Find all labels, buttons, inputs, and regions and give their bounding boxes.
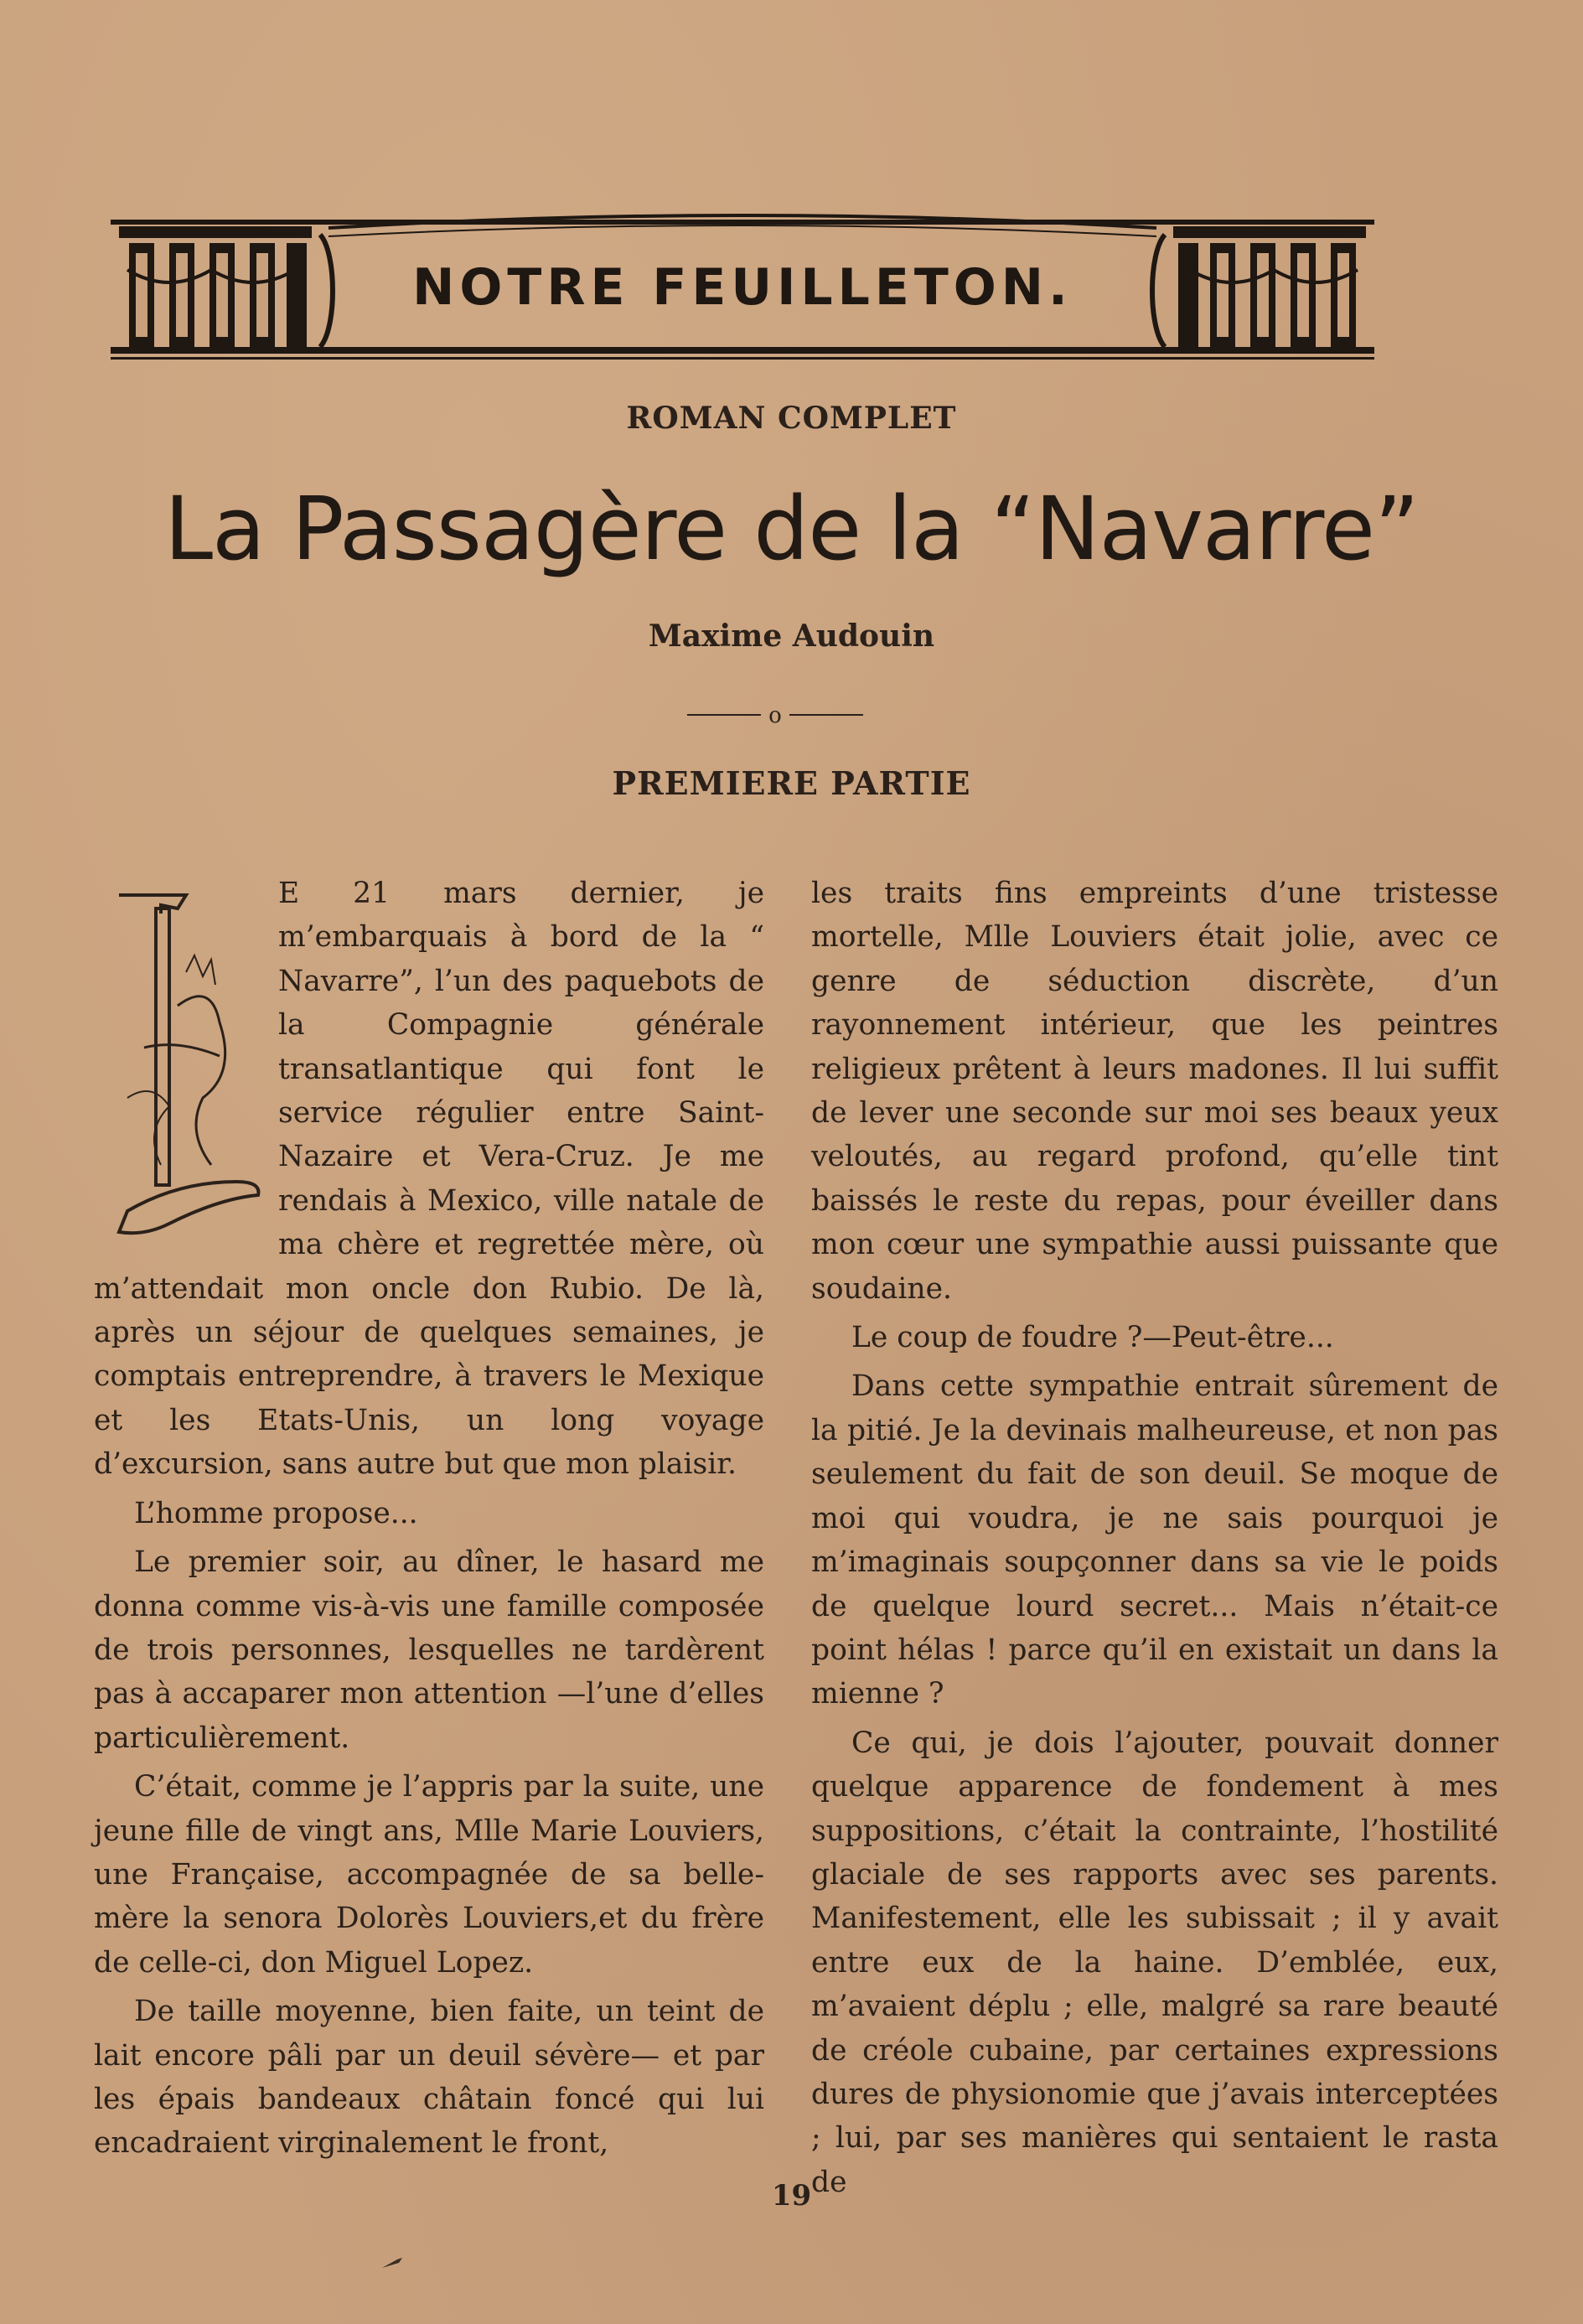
left-column <box>94 872 764 2166</box>
separator-mark: o <box>768 703 782 727</box>
separator-ornament <box>687 702 863 727</box>
article-author: Maxime Audouin <box>648 619 935 654</box>
paragraph: C’était, comme je l’appris par la suite, une jeune fille de vingt ans, Mlle Marie Louviers, une Française, accompagnée de sa belle-mère la senora Dolorès Louviers,et du frère de celle-ci, don Miguel Lopez. <box>94 1770 764 1980</box>
dropcap-illustration <box>94 880 266 1249</box>
article-kicker: ROMAN COMPLET <box>626 401 957 436</box>
paragraph: Dans cette sympathie entrait sûrement de la pitié. Je la devinais malheureuse, et non pas seulement du fait de son deuil. Se moque de moi qui voudra, je ne sais pourquoi je m’imaginais soupçonner dans sa vie le poids de quelque lourd secret... Mais n’était-ce point hélas ! parce qu’il en existait un dans la mienne ? <box>811 1369 1498 1711</box>
part-heading: PREMIERE PARTIE <box>612 764 971 802</box>
article-title: La Passagère de la “Navarre” <box>164 478 1419 580</box>
paragraph: L’homme propose... <box>134 1496 418 1530</box>
paragraph: les traits fins empreints d’une tristesse mortelle, Mlle Louviers était jolie, avec ce genre de séduction discrète, d’un rayonnement intérieur, que les peintres religieux prêtent à leurs madones. Il lui suffit de lever une seconde sur moi ses beaux yeux veloutés, au regard profond, qu’elle tint baissés le reste du repas, pour éveiller dans mon cœur une sympathie aussi puissante que soudaine. <box>811 877 1498 1306</box>
feuilleton-banner <box>111 203 1374 370</box>
ink-speck-icon <box>380 2256 404 2270</box>
right-column <box>811 872 1498 2204</box>
page-number: 19 <box>771 2179 812 2213</box>
paragraph: Le coup de foudre ?—Peut-être... <box>851 1321 1334 1355</box>
paragraph: De taille moyenne, bien faite, un teint de lait encore pâli par un deuil sévère— et par les épais bandeaux châtain foncé qui lui encadraient virginalement le front, <box>94 1995 764 2161</box>
paragraph: E 21 mars dernier, je m’embarquais à bord de la “ Navarre”, l’un des paquebots de la Compagnie générale transatlantique qui font le service régulier entre Saint-Nazaire et Vera-Cruz. Je me rendais à Mexico, ville natale de ma chère et regrettée mère, où m’attendait mon oncle don Rubio. De là, après un séjour de quelques semaines, je comptais entreprendre, à travers le Mexique et les Etats-Unis, un long voyage d’excursion, sans autre but que mon plaisir. <box>94 877 764 1482</box>
paragraph: Le premier soir, au dîner, le hasard me donna comme vis-à-vis une famille composée de trois personnes, lesquelles ne tardèrent pas à accaparer mon attention —l’une d’elles particulièrement. <box>94 1545 764 1755</box>
banner-title: NOTRE FEUILLETON. <box>412 258 1073 317</box>
paragraph: Ce qui, je dois l’ajouter, pouvait donner quelque apparence de fondement à mes suppositions, c’était la contrainte, l’hostilité glaciale de ses rapports avec ses parents. Manifestement, elle les subissait ; il y avait entre eux de la haine. D’emblée, eux, m’avaient déplu ; elle, malgré sa rare beauté de créole cubaine, par certaines expressions dures de physionomie que j’avais interceptées ; lui, par ses manières qui sentaient le rasta de <box>811 1726 1498 2199</box>
